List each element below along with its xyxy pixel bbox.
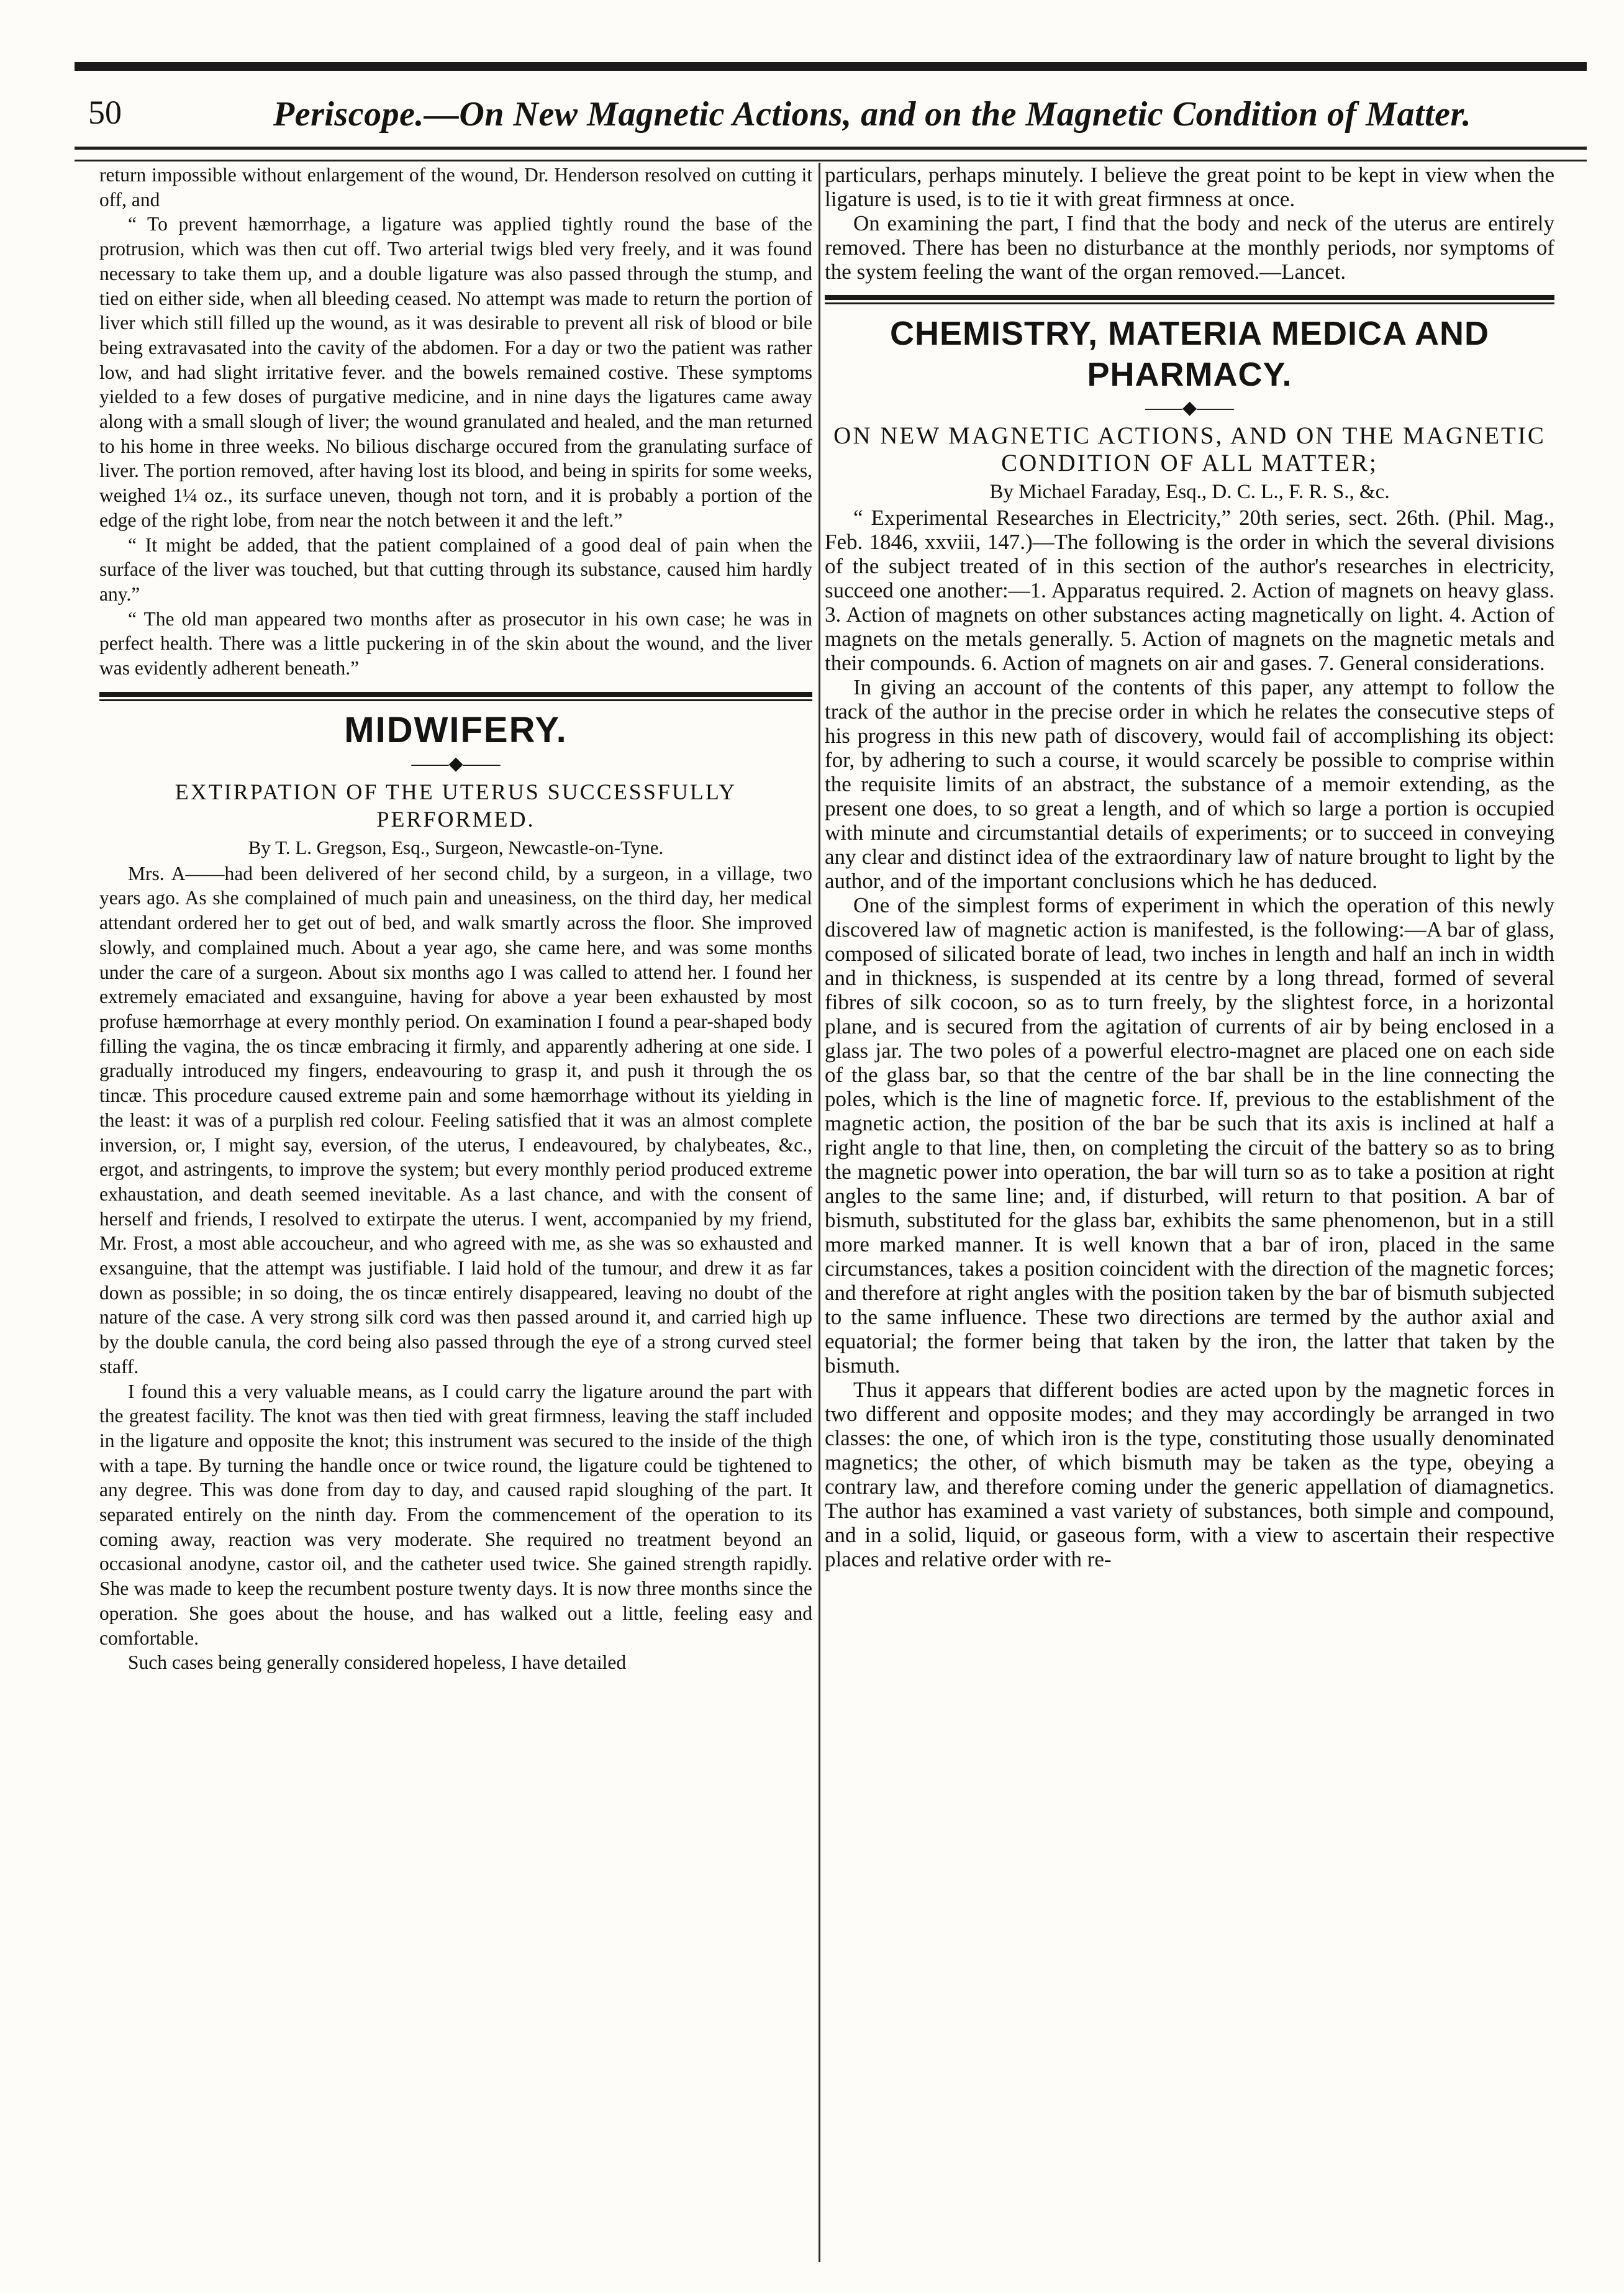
- ornament-divider-icon: ——◆——: [1145, 397, 1235, 418]
- article-paragraph: One of the simplest forms of experiment in which the operation of this newly discovered law of magnetic action is manifested, is the following:—A bar of glass, composed of silicated borate of lead, two inches in length and half an inch in width and in thickness, is suspended at its centre by a long thread, formed of several fibres of silk cocoon, so as to turn freely, by the slightest force, in a horizontal plane, and is secured from the agitation of currents of air by being enclosed in a glass jar. The two poles of a powerful electro-magnet are placed one on each side of the glass bar, so that the centre of the bar shall be in the line connecting the poles, which is the line of magnetic force. If, previous to the establishment of the magnetic action, the position of the bar be such that its axis is inclined at half a right angle to that line, then, on completing the circuit of the battery so as to bring the magnetic power into operation, the bar will turn so as to take a position at right angles to the same line; and, if disturbed, will return to that position. A bar of bismuth, substituted for the glass bar, exhibits the same phenomenon, but in a still more marked manner. It is well known that a bar of iron, placed in the same circumstances, takes a position coincident with the direction of the magnetic forces; and therefore at right angles with the position taken by the bar of bismuth subjected to the same influence. These two directions are termed by the author axial and equatorial; the former being that taken by the iron, the latter that taken by the bismuth.: [825, 893, 1554, 1378]
- continued-paragraph: On examining the part, I find that the body and neck of the uterus are entirely removed. There has been no disturbance at the monthly periods, nor symptoms of the system feeling the want of the organ removed.—Lancet.: [825, 211, 1554, 284]
- article-title: ON NEW MAGNETIC ACTIONS, AND ON THE MAGNETIC CONDITION OF ALL MATTER;: [833, 422, 1546, 476]
- article-paragraph: Such cases being generally considered hopeless, I have detailed: [128, 1651, 627, 1674]
- article-paragraph: Thus it appears that different bodies are acted upon by the magnetic forces in two different and opposite modes; and they may accordingly be arranged in two classes: the one, of which iron is the type, constituting those usually denominated magnetics; the other, of which bismuth may be taken as the type, obeying a contrary law, and therefore coming under the generic appellation of diamagnetics. The author has examined a vast variety of substances, both simple and compound, and in a solid, liquid, or gaseous form, with a view to ascertain their respective places and relative order with re-: [825, 1378, 1554, 1571]
- article-paragraph: I found this a very valuable means, as I could carry the ligature around the part with the greatest facility. The knot was then tied with great firmness, leaving the staff included in the ligature and opposite the knot; this instrument was secured to the inside of the thigh with a tape. By turning the handle once or twice round, the ligature could be tightened to any degree. This was done from day to day, and caused rapid sloughing of the part. It separated entirely on the ninth day. From the commencement of the operation to its coming away, reaction was very moderate. She required no treatment beyond an occasional anodyne, castor oil, and the catheter used twice. She gained strength rapidly. She was made to keep the recumbent posture twenty days. It is now three months since the operation. She goes about the house, and has walked out a little, feeling easy and comfortable.: [99, 1380, 812, 1649]
- page-number: 50: [88, 94, 122, 131]
- article-byline: By T. L. Gregson, Esq., Surgeon, Newcastle-on-Tyne.: [248, 836, 664, 858]
- right-column: [825, 163, 1554, 1571]
- continued-paragraph: “ The old man appeared two months after as prosecutor in his own case; he was in perfect health. There was a little puckering in of the skin about the wound, and the liver was evidently adherent beneath.”: [99, 607, 812, 679]
- article-title: EXTIRPATION OF THE UTERUS SUCCESSFULLY PERFORMED.: [175, 779, 737, 832]
- article-paragraph: In giving an account of the contents of this paper, any attempt to follow the track of the author in the precise order in which he relates the consecutive steps of his progress in this new path of discovery, would fail of accomplishing its object: for, by adhering to such a course, it would scarcely be possible to comprise within the requisite limits of an abstract, the substance of a memoir extending, as the present one does, to so great a length, and of which so large a portion is occupied with minute and circumstantial details of experiments; or to succeed in conveying any clear and distinct idea of the extraordinary law of nature brought to light by the author, and of the important conclusions which he has deduced.: [825, 675, 1554, 893]
- ornament-divider-icon: ——◆——: [411, 753, 501, 774]
- continued-paragraph: return impossible without enlargement of the wound, Dr. Henderson resolved on cutting it off, and: [99, 164, 812, 211]
- article-paragraph: Mrs. A——had been delivered of her second child, by a surgeon, in a village, two years ago. As she complained of much pain and uneasiness, on the third day, her medical attendant ordered her to get out of bed, and walk smartly across the floor. She improved slowly, and complained much. About a year ago, she came here, and was some months under the care of a surgeon. About six months ago I was called to attend her. I found her extremely emaciated and exsanguine, having for above a year been exhausted by most profuse hæmorrhage at every monthly period. On examination I found a pear-shaped body filling the vagina, the os tincæ embracing it firmly, and apparently adhering at one side. I gradually introduced my fingers, endeavouring to grasp it, and push it through the os tincæ. This procedure caused extreme pain and some hæmorrhage without its yielding in the least: it was of a purplish red colour. Feeling satisfied that it was an almost complete inversion, or, I might say, eversion, of the uterus, I endeavoured, by chalybeates, &c., ergot, and astringents, to improve the system; but every monthly period produced extreme exhaustation, and death seemed inevitable. As a last chance, and with the consent of herself and friends, I resolved to extirpate the uterus. I went, accompanied by my friend, Mr. Frost, a most able accoucheur, and who agreed with me, as she was so exhausted and exsanguine, that the attempt was justifiable. I laid hold of the tumour, and drew it as far down as possible; in so doing, the os tincæ entirely disappeared, leaving no doubt of the nature of the case. A very strong silk cord was then passed around it, and carried high up by the double canula, the cord being also passed through the eye of a strong curved steel staff.: [99, 862, 812, 1378]
- section-rule: [99, 692, 812, 701]
- top-border-rule: [75, 62, 1587, 71]
- article-byline: By Michael Faraday, Esq., D. C. L., F. R. S., &c.: [989, 481, 1390, 503]
- page-header: [75, 93, 1587, 145]
- continued-paragraph: particulars, perhaps minutely. I believe the great point to be kept in view when the ligature is used, is to tie it with great firmness at once.: [825, 163, 1554, 211]
- column-divider: [819, 163, 820, 2262]
- running-title: Periscope.—On New Magnetic Actions, and on the Magnetic Condition of Matter.: [273, 95, 1472, 134]
- continued-paragraph: “ To prevent hæmorrhage, a ligature was applied tightly round the base of the protrusion, which was then cut off. Two arterial twigs bled very freely, and it was found necessary to take them up, and a double ligature was also passed through the stump, and tied on either side, when all bleeding ceased. No attempt was made to return the portion of liver which still filled up the wound, as it was desirable to prevent all risk of blood or bile being extravasated into the cavity of the abdomen. For a day or two the patient was rather low, and had slight irritative fever. and the bowels remained costive. These symptoms yielded to a few doses of purgative medicine, and in nine days the ligatures came away along with a small slough of liver; the wound granulated and healed, and the man returned to his home in three weeks. No bilious discharge occured from the granulating surface of liver. The portion removed, after having lost its blood, and being in spirits for some weeks, weighed 1¼ oz., its surface uneven, though not torn, and it is probably a portion of the edge of the right lobe, from near the notch between it and the left.”: [99, 213, 812, 531]
- section-heading-chemistry: CHEMISTRY, MATERIA MEDICA AND PHARMACY.: [890, 315, 1489, 393]
- left-column: [99, 163, 812, 1675]
- header-double-rule: [75, 147, 1587, 161]
- continued-paragraph: “ It might be added, that the patient complained of a good deal of pain when the surface of the liver was touched, but that cutting through its substance, caused him hardly any.”: [99, 534, 812, 605]
- section-rule: [825, 295, 1554, 304]
- section-heading-midwifery: MIDWIFERY.: [344, 709, 568, 750]
- article-paragraph: “ Experimental Researches in Electricity,” 20th series, sect. 26th. (Phil. Mag., Feb. 1846, xxviii, 147.)—The following is the order in which the several divisions of the subject treated of in this section of the author's researches in electricity, succeed one another:—1. Apparatus required. 2. Action of magnets on heavy glass. 3. Action of magnets on other substances acting magnetically on light. 4. Action of magnets on the metals generally. 5. Action of magnets on the magnetic metals and their compounds. 6. Action of magnets on air and gases. 7. General considerations.: [825, 506, 1554, 675]
